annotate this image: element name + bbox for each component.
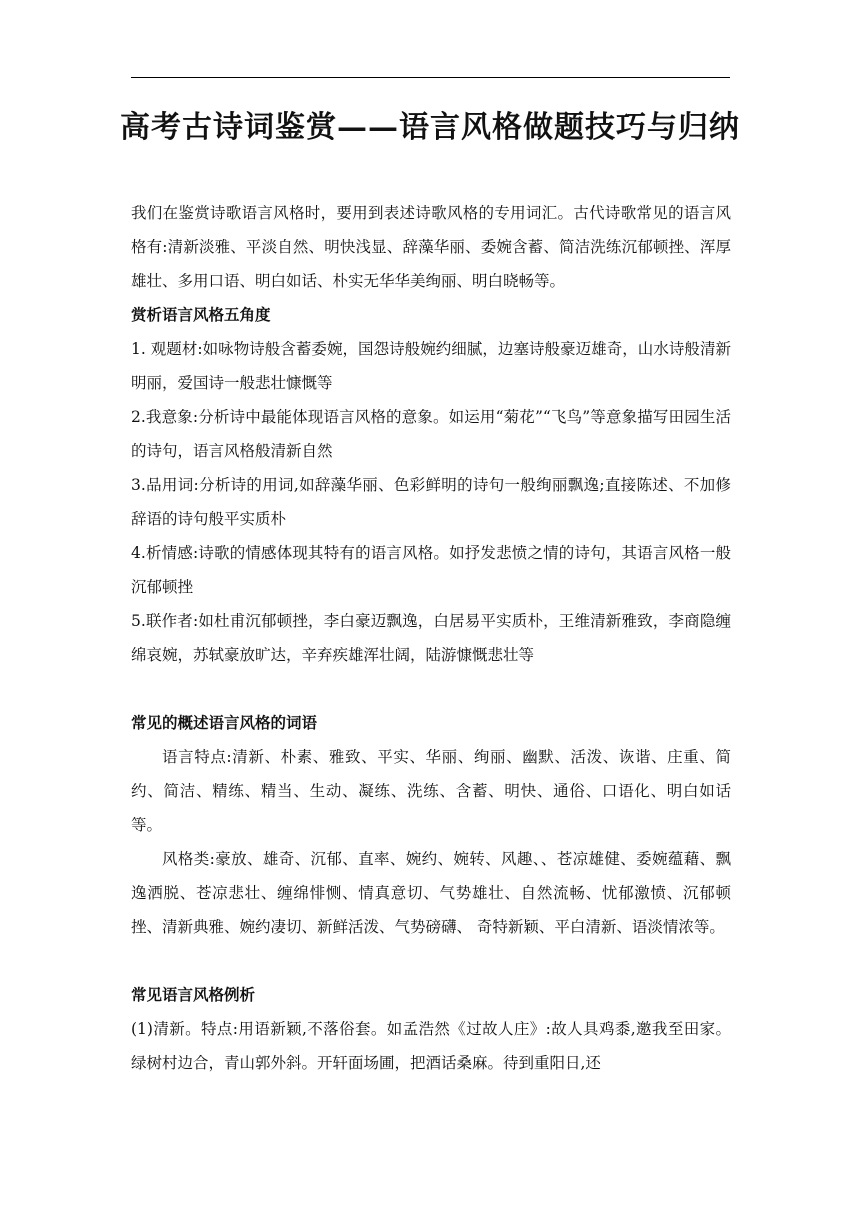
header-rule [131, 77, 730, 78]
page-title: 高考古诗词鉴赏——语言风格做题技巧与归纳 [120, 110, 740, 145]
words-styles-paragraph: 风格类:豪放、雄奇、沉郁、直率、婉约、婉转、风趣、、苍凉雄健、委婉蕴藉、飘逸洒脱、苍凉悲壮、缠绵悱恻、情真意切、气势雄壮、自然流畅、忧郁激愤、沉郁顿挫、清新典雅、婉约凄切、新鲜活泼、气势磅礴、 奇特新颖、平白清新、语淡情浓等。 [131, 850, 731, 936]
words-heading: 常见的概述语言风格的词语 [131, 713, 318, 732]
angles-heading: 赏析语言风格五角度 [131, 305, 271, 324]
spacer [131, 944, 731, 978]
words-traits-paragraph: 语言特点:清新、朴素、雅致、平实、华丽、绚丽、幽默、活泼、诙谐、庄重、简约、简洁、精练、精当、生动、凝练、洗练、含蓄、明快、通俗、口语化、明白如话等。 [131, 748, 731, 834]
angle-item-4: 4.析情感:诗歌的情感体现其特有的语言风格。如抒发悲愤之情的诗句，其语言风格一般沉郁顿挫 [131, 544, 731, 596]
angle-item-3: 3.品用词:分析诗的用词,如辞藻华丽、色彩鲜明的诗句一般绚丽飘逸;直接陈述、不加修辞语的诗句般平实质朴 [131, 476, 731, 528]
intro-paragraph: 我们在鉴赏诗歌语言风格时，要用到表述诗歌风格的专用词汇。古代诗歌常见的语言风格有:清新淡雅、平淡自然、明快浅显、辞藻华丽、委婉含蓄、简洁洗练沉郁顿挫、浑厚雄壮、多用口语、明白如话、朴实无华华美绚丽、明白晓畅等。 [131, 204, 731, 290]
example-1-paragraph: (1)清新。特点:用语新颖,不落俗套。如孟浩然《过故人庄》:故人具鸡黍,邀我至田家。绿树村边合，青山郭外斜。开轩面场圃，把酒话桑麻。待到重阳日,还 [131, 1020, 731, 1072]
angle-item-1: 1. 观题材:如咏物诗般含蓄委婉，国怨诗般婉约细腻，边塞诗般豪迈雄奇，山水诗般清新明丽，爱国诗一般悲壮慷慨等 [131, 340, 731, 392]
angle-item-5: 5.联作者:如杜甫沉郁顿挫，李白豪迈飘逸，白居易平实质朴，王维清新雅致，李商隐缠绵哀婉，苏轼豪放旷达，辛弃疾雄浑壮阔，陆游慷慨悲壮等 [131, 612, 731, 664]
angle-item-2: 2.我意象:分析诗中最能体现语言风格的意象。如运用“菊花”“飞鸟”等意象描写田园生活的诗句，语言风格般清新自然 [131, 408, 731, 460]
examples-heading: 常见语言风格例析 [131, 985, 256, 1004]
spacer [131, 672, 731, 706]
document-body [131, 196, 731, 1080]
